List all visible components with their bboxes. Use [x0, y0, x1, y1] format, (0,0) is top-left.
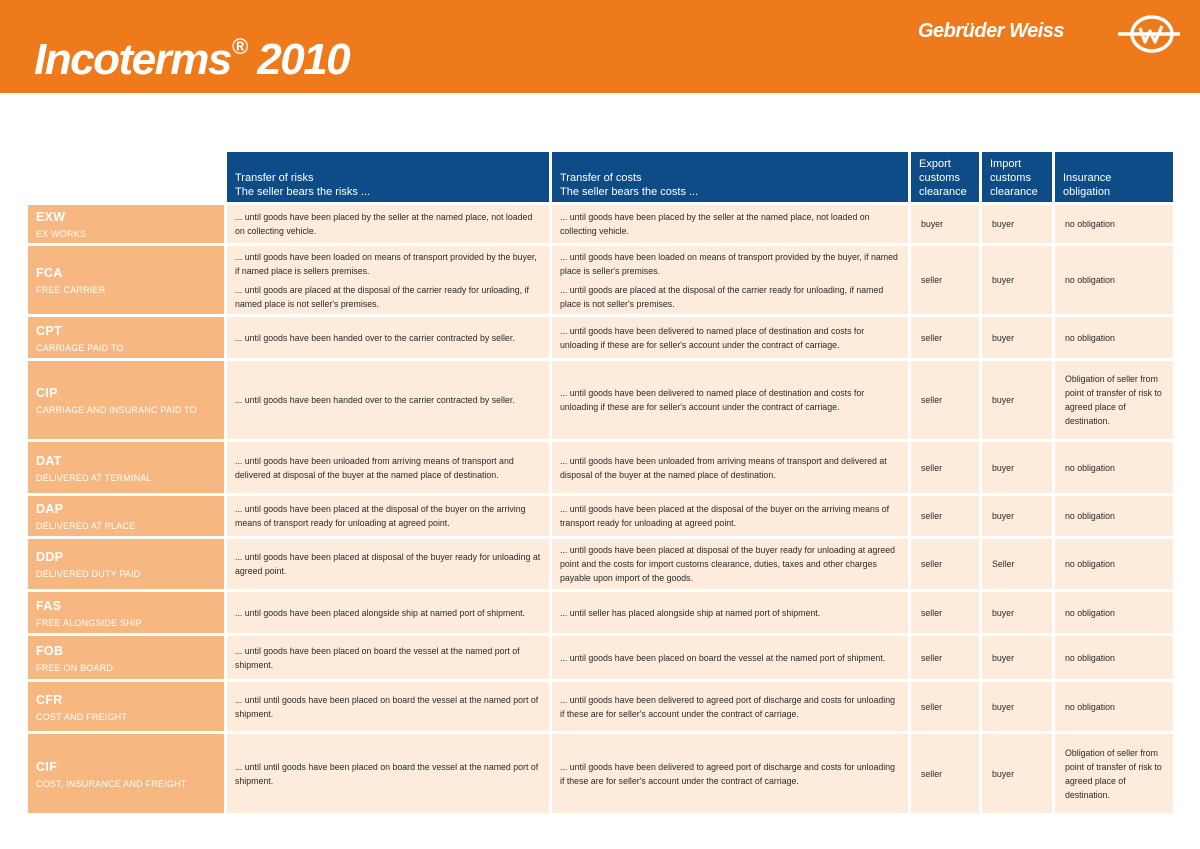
risk-cell [227, 246, 549, 314]
header-import-line1: Import [990, 158, 1022, 170]
term-code: DDP [36, 550, 64, 564]
export-clearance-value: seller [921, 462, 943, 473]
cost-cell [552, 205, 908, 243]
insurance-value: no obligation [1065, 219, 1115, 229]
insurance-cell [1055, 246, 1173, 314]
import-clearance-cell [982, 442, 1052, 493]
cost-text: ... until goods have been loaded on means of transport provided by the buyer, if named place is seller's premises. [560, 251, 898, 276]
insurance-cell [1055, 442, 1173, 493]
term-code: CFR [36, 692, 63, 707]
term-code: CPT [36, 323, 62, 338]
cost-text: ... until goods have been delivered to agreed port of discharge and costs for unloading if these are for seller's account under the contract of carriage. [560, 694, 895, 719]
header-risk-line2: The seller bears the risks ... [235, 186, 371, 198]
import-clearance-value: buyer [992, 275, 1015, 285]
term-name: FREE ON BOARD [36, 662, 114, 673]
export-clearance-cell [911, 592, 979, 633]
export-clearance-value: seller [921, 511, 943, 521]
insurance-cell [1055, 317, 1173, 358]
term-name: DELIVERED AT PLACE [36, 521, 136, 531]
term-name: COST AND FREIGHT [36, 711, 128, 722]
export-clearance-cell [911, 539, 979, 589]
import-clearance-value: buyer [992, 219, 1015, 229]
export-clearance-value: seller [921, 768, 943, 779]
header-export-line3: clearance [919, 186, 967, 198]
term-code: DAP [36, 502, 64, 516]
term-code: FOB [36, 643, 64, 658]
risk-text: ... until goods have been placed at the disposal of the buyer on the arriving means of transport ready for unloading at agreed point. [235, 504, 526, 528]
insurance-value: no obligation [1065, 701, 1115, 712]
cost-cell [552, 496, 908, 536]
export-clearance-value: seller [921, 652, 943, 663]
term-code-cell [28, 734, 224, 813]
cost-cell [552, 592, 908, 633]
term-code-cell [28, 317, 224, 358]
export-clearance-value: seller [921, 701, 943, 712]
risk-cell [227, 496, 549, 536]
term-code: CIP [36, 386, 58, 400]
header-insurance-line2: obligation [1063, 186, 1111, 198]
risk-cell [227, 636, 549, 679]
risk-cell [227, 317, 549, 358]
risk-text: ... until until goods have been placed on board the vessel at the named port of shipment. [235, 694, 539, 719]
header-cost-line1: Transfer of costs [560, 172, 642, 184]
export-clearance-cell [911, 496, 979, 536]
term-code-cell [28, 442, 224, 493]
header-risk [227, 152, 549, 202]
company-logo [918, 14, 1188, 54]
title-text: Incoterms [34, 35, 231, 84]
insurance-cell [1055, 361, 1173, 439]
term-code-cell [28, 496, 224, 536]
header-insurance [1055, 152, 1173, 202]
import-clearance-cell [982, 496, 1052, 536]
cost-cell [552, 246, 908, 314]
risk-cell [227, 361, 549, 439]
risk-text: ... until goods have been placed alongside ship at named port of shipment. [235, 607, 526, 618]
export-clearance-cell [911, 442, 979, 493]
registered-mark: ® [231, 34, 247, 59]
title-year: 2010 [257, 35, 350, 84]
term-code-cell [28, 361, 224, 439]
term-name: FREE CARRIER [36, 285, 106, 295]
insurance-value: no obligation [1065, 652, 1115, 663]
import-clearance-cell [982, 539, 1052, 589]
insurance-cell [1055, 592, 1173, 633]
import-clearance-cell [982, 734, 1052, 813]
risk-text: ... until goods have been placed on board the vessel at the named port of shipment. [235, 645, 520, 670]
term-name: DELIVERED DUTY PAID [36, 569, 141, 579]
risk-text: ... until goods have been handed over to the carrier contracted by seller. [235, 332, 515, 343]
insurance-value: no obligation [1065, 511, 1115, 521]
term-code: FAS [36, 598, 62, 613]
insurance-cell [1055, 496, 1173, 536]
cost-text: ... until goods have been placed at disposal of the buyer ready for unloading at agreed point and the costs for import customs clearance, duties, taxes and other charges payable upon import of the goods. [560, 545, 896, 583]
import-clearance-cell [982, 246, 1052, 314]
risk-cell [227, 539, 549, 589]
export-clearance-cell [911, 636, 979, 679]
insurance-value: no obligation [1065, 332, 1115, 343]
cost-text: ... until goods are placed at the disposal of the carrier ready for unloading, if named place is not seller's premises. [560, 284, 884, 309]
term-code-cell [28, 592, 224, 633]
term-name: COST, INSURANCE AND FREIGHT [36, 778, 187, 789]
export-clearance-value: seller [921, 395, 943, 405]
import-clearance-cell [982, 682, 1052, 731]
insurance-cell [1055, 682, 1173, 731]
term-code: CIF [36, 759, 58, 774]
cost-cell [552, 442, 908, 493]
logo-mark-icon [1116, 14, 1182, 54]
insurance-value: no obligation [1065, 559, 1115, 569]
term-name: DELIVERED AT TERMINAL [36, 472, 152, 483]
import-clearance-cell [982, 361, 1052, 439]
import-clearance-value: buyer [992, 395, 1015, 405]
header-risk-line1: Transfer of risks [235, 172, 314, 184]
logo-text: Gebrüder Weiss [918, 20, 1065, 42]
export-clearance-value: seller [921, 607, 943, 618]
header-cost-line2: The seller bears the costs ... [560, 186, 699, 198]
term-name: CARRIAGE AND INSURANC PAID TO [36, 405, 197, 415]
risk-text: ... until goods have been placed at disposal of the buyer ready for unloading at agreed point. [235, 552, 541, 576]
cost-cell [552, 734, 908, 813]
cost-cell [552, 539, 908, 589]
risk-text: ... until goods have been placed by the seller at the named place, not loaded on collecting vehicle. [235, 212, 533, 236]
term-code-cell [28, 205, 224, 243]
header-corner [28, 152, 224, 202]
export-clearance-cell [911, 361, 979, 439]
cost-cell [552, 682, 908, 731]
risk-text: ... until goods are placed at the disposal of the carrier ready for unloading, if named place is not seller's premises. [235, 284, 529, 309]
risk-text: ... until goods have been handed over to the carrier contracted by seller. [235, 395, 515, 405]
cost-cell [552, 636, 908, 679]
import-clearance-value: buyer [992, 768, 1015, 779]
cost-text: ... until goods have been delivered to named place of destination and costs for unloading if these are for seller's account under the contract of carriage. [560, 325, 865, 350]
import-clearance-value: buyer [992, 462, 1015, 473]
risk-cell [227, 682, 549, 731]
import-clearance-cell [982, 592, 1052, 633]
insurance-cell [1055, 539, 1173, 589]
cost-text: ... until goods have been placed on board the vessel at the named port of shipment. [560, 652, 886, 663]
term-code: DAT [36, 453, 62, 468]
export-clearance-value: buyer [921, 219, 944, 229]
import-clearance-value: buyer [992, 607, 1015, 618]
cost-cell [552, 361, 908, 439]
header-import-line3: clearance [990, 186, 1038, 198]
import-clearance-cell [982, 317, 1052, 358]
insurance-value: no obligation [1065, 275, 1115, 285]
header-export-line1: Export [919, 158, 951, 170]
insurance-value: Obligation of seller from point of transfer of risk to agreed place of destination. [1065, 374, 1162, 426]
cost-text: ... until goods have been unloaded from arriving means of transport and delivered at disposal of the buyer at the named place of destination. [560, 455, 887, 480]
term-code: FCA [36, 266, 63, 280]
insurance-value: Obligation of seller from point of transfer of risk to agreed place of destination. [1065, 747, 1162, 800]
import-clearance-value: buyer [992, 511, 1015, 521]
insurance-cell [1055, 734, 1173, 813]
export-clearance-cell [911, 205, 979, 243]
insurance-value: no obligation [1065, 607, 1115, 618]
title-banner [0, 0, 1200, 93]
insurance-cell [1055, 205, 1173, 243]
cost-text: ... until goods have been delivered to agreed port of discharge and costs for unloading if these are for seller's account under the contract of carriage. [560, 761, 895, 786]
risk-text: ... until goods have been loaded on means of transport provided by the buyer, if named place is sellers premises. [235, 251, 537, 276]
cost-text: ... until goods have been delivered to named place of destination and costs for unloading if these are for seller's account under the contract of carriage. [560, 388, 865, 412]
term-code-cell [28, 539, 224, 589]
cost-cell [552, 317, 908, 358]
risk-cell [227, 442, 549, 493]
export-clearance-value: seller [921, 559, 943, 569]
term-code-cell [28, 682, 224, 731]
cost-text: ... until goods have been placed by the seller at the named place, not loaded on collecting vehicle. [560, 212, 870, 236]
risk-text: ... until until goods have been placed on board the vessel at the named port of shipment. [235, 761, 539, 786]
page-title [34, 36, 349, 82]
import-clearance-value: buyer [992, 332, 1015, 343]
export-clearance-cell [911, 317, 979, 358]
export-clearance-value: seller [921, 332, 943, 343]
term-name: FREE ALONGSIDE SHIP [36, 617, 142, 628]
header-cost [552, 152, 908, 202]
export-clearance-value: seller [921, 275, 943, 285]
export-clearance-cell [911, 734, 979, 813]
export-clearance-cell [911, 682, 979, 731]
risk-cell [227, 205, 549, 243]
cost-text: ... until seller has placed alongside ship at named port of shipment. [560, 607, 821, 618]
term-code-cell [28, 246, 224, 314]
insurance-cell [1055, 636, 1173, 679]
term-name: EX WORKS [36, 229, 87, 239]
import-clearance-value: Seller [992, 559, 1015, 569]
import-clearance-value: buyer [992, 701, 1015, 712]
header-import [982, 152, 1052, 202]
cost-text: ... until goods have been placed at the disposal of the buyer on the arriving means of transport ready for unloading at agreed point. [560, 504, 890, 528]
header-insurance-line1: Insurance [1063, 172, 1112, 184]
header-export-line2: customs [919, 172, 960, 184]
term-code-cell [28, 636, 224, 679]
import-clearance-cell [982, 205, 1052, 243]
risk-cell [227, 592, 549, 633]
import-clearance-value: buyer [992, 652, 1015, 663]
risk-text: ... until goods have been unloaded from arriving means of transport and delivered at disposal of the buyer at the named place of destination. [235, 455, 514, 480]
import-clearance-cell [982, 636, 1052, 679]
header-import-line2: customs [990, 172, 1031, 184]
term-name: CARRIAGE PAID TO [36, 342, 124, 353]
export-clearance-cell [911, 246, 979, 314]
risk-cell [227, 734, 549, 813]
header-export [911, 152, 979, 202]
term-code: EXW [36, 210, 66, 224]
incoterms-table [28, 152, 1170, 813]
insurance-value: no obligation [1065, 462, 1115, 473]
